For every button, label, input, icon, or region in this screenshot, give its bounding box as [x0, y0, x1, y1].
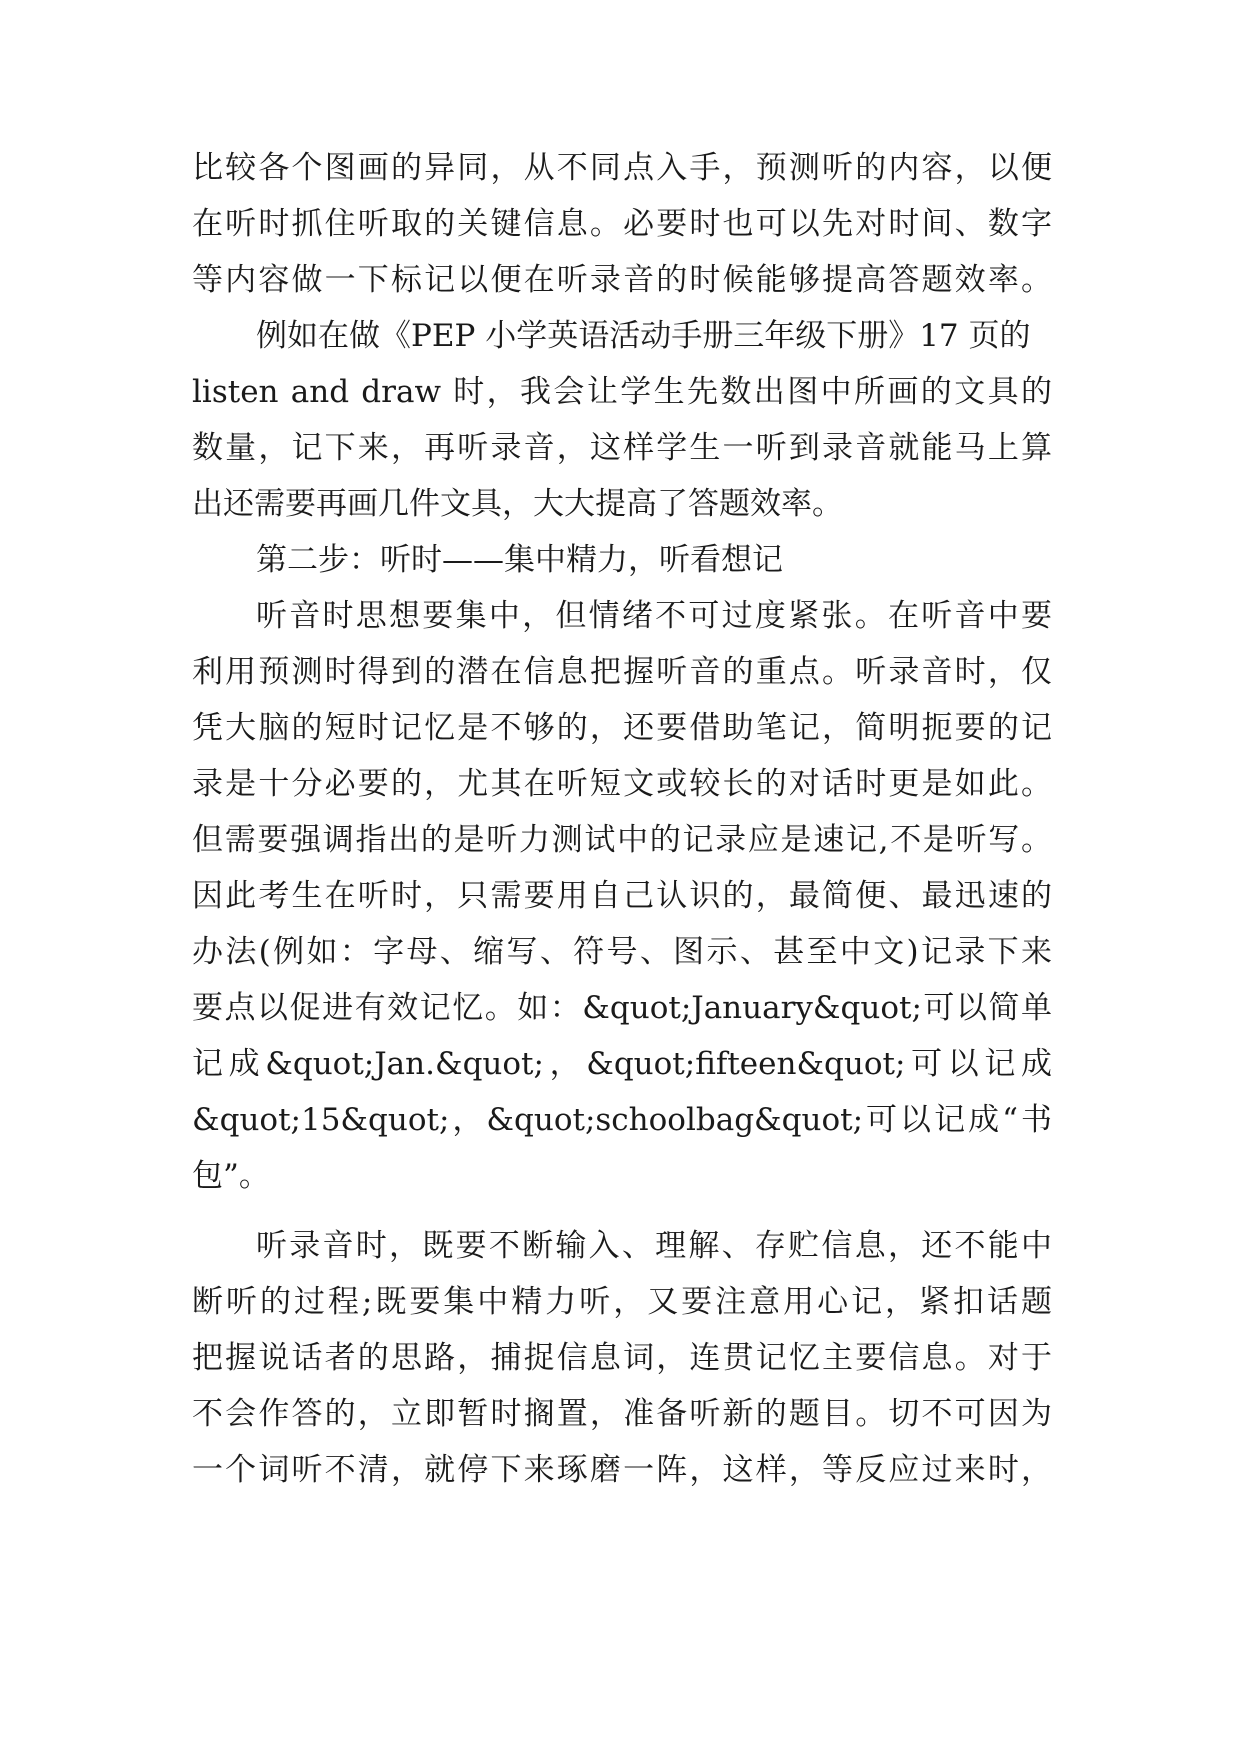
text-line: 断听的过程;既要集中精力听，又要注意用心记，紧扣话题 — [192, 1284, 1052, 1320]
section-heading: 第二步：听时——集中精力，听看想记 — [256, 542, 783, 578]
text-line: 凭大脑的短时记忆是不够的，还要借助笔记，简明扼要的记 — [192, 710, 1052, 746]
text-line: 比较各个图画的异同，从不同点入手，预测听的内容，以便 — [192, 150, 1052, 186]
text-line: 例如在做《PEP 小学英语活动手册三年级下册》17 页的 — [256, 318, 1031, 354]
text-line: 记成&quot;Jan.&quot;，&quot;fifteen&quot;可以记成 — [192, 1046, 1052, 1082]
text-line: 听音时思想要集中，但情绪不可过度紧张。在听音中要 — [256, 598, 1052, 634]
text-line: 录是十分必要的，尤其在听短文或较长的对话时更是如此。 — [192, 766, 1052, 802]
text-line: 等内容做一下标记以便在听录音的时候能够提高答题效率。 — [192, 262, 1052, 298]
text-line: 一个词听不清，就停下来琢磨一阵，这样，等反应过来时， — [192, 1452, 1052, 1488]
text-line: 办法(例如：字母、缩写、符号、图示、甚至中文)记录下来 — [192, 934, 1052, 970]
text-line: 出还需要再画几件文具，大大提高了答题效率。 — [192, 486, 843, 522]
text-line: 数量，记下来，再听录音，这样学生一听到录音就能马上算 — [192, 430, 1052, 466]
text-line: &quot;15&quot;，&quot;schoolbag&quot;可以记成“书 — [192, 1102, 1052, 1138]
text-line: 但需要强调指出的是听力测试中的记录应是速记,不是听写。 — [192, 822, 1052, 858]
text-line: 利用预测时得到的潜在信息把握听音的重点。听录音时，仅 — [192, 654, 1052, 690]
text-line: listen and draw 时，我会让学生先数出图中所画的文具的 — [192, 374, 1052, 410]
text-line: 把握说话者的思路，捕捉信息词，连贯记忆主要信息。对于 — [192, 1340, 1052, 1376]
text-line: 要点以促进有效记忆。如：&quot;January&quot;可以简单 — [192, 990, 1052, 1026]
text-line: 因此考生在听时，只需要用自己认识的，最简便、最迅速的 — [192, 878, 1052, 914]
text-line: 包”。 — [192, 1158, 270, 1194]
text-line: 不会作答的，立即暂时搁置，准备听新的题目。切不可因为 — [192, 1396, 1052, 1432]
text-line: 在听时抓住听取的关键信息。必要时也可以先对时间、数字 — [192, 206, 1052, 242]
text-line: 听录音时，既要不断输入、理解、存贮信息，还不能中 — [256, 1228, 1052, 1264]
